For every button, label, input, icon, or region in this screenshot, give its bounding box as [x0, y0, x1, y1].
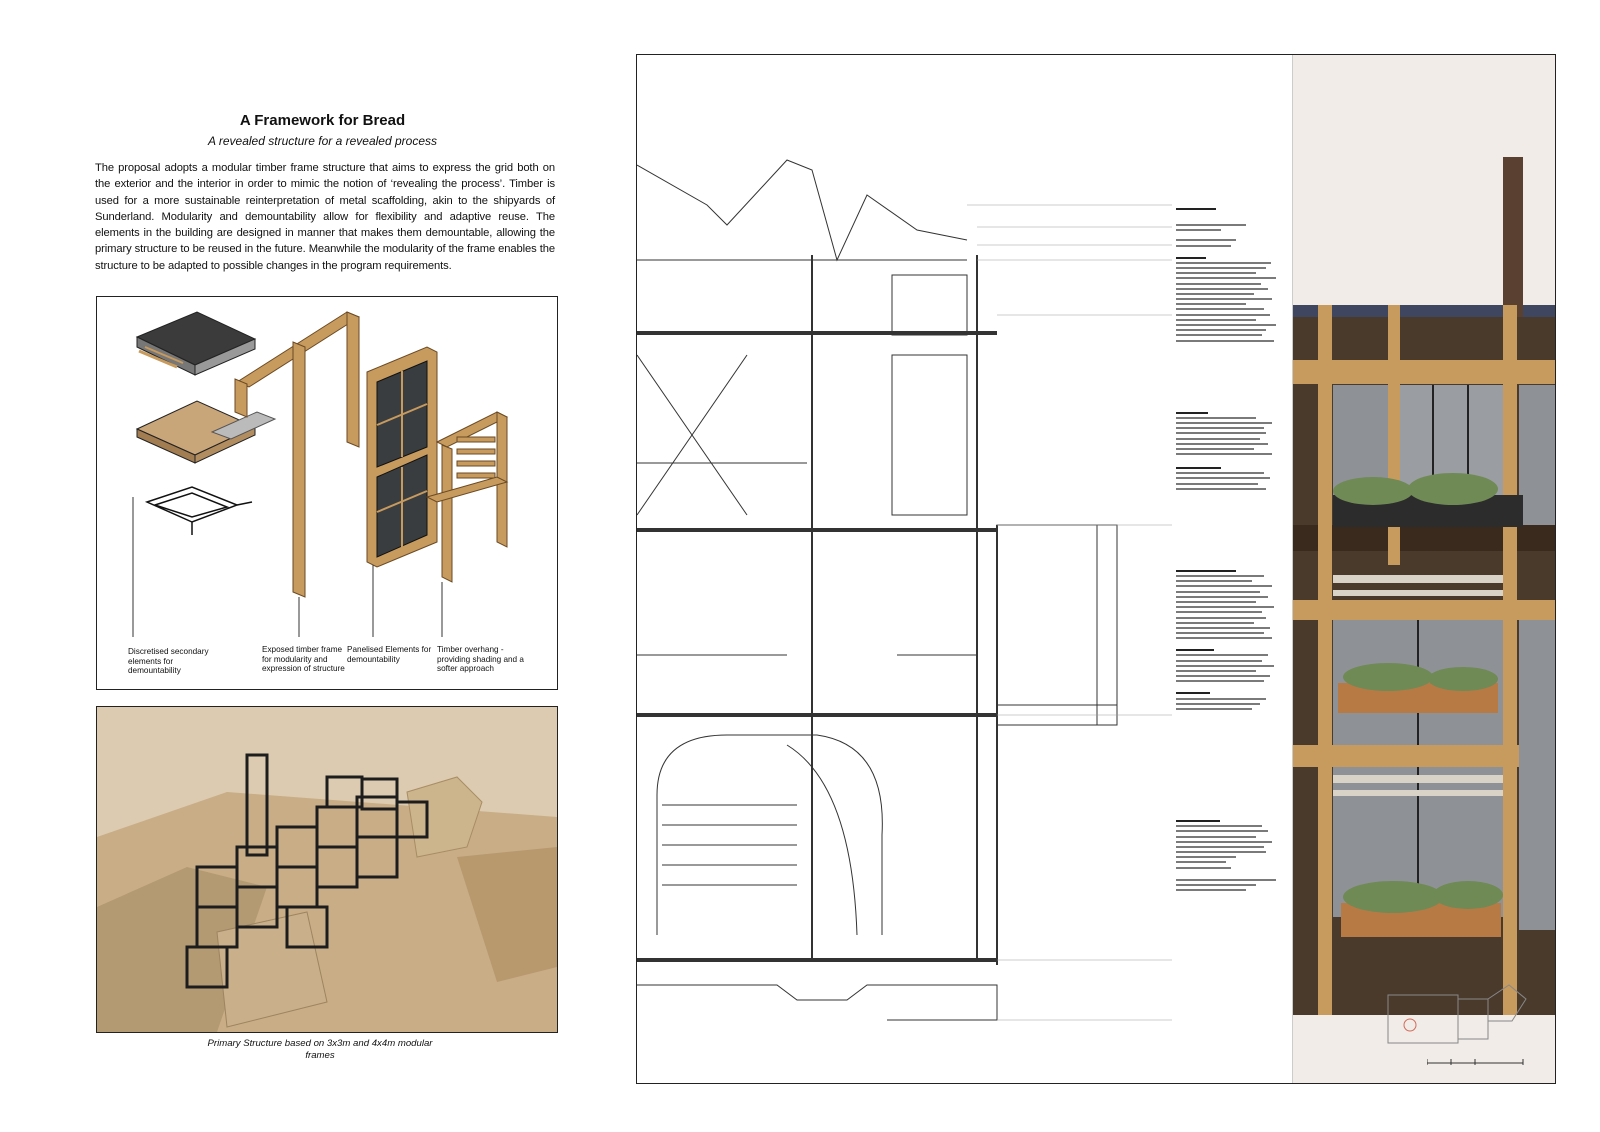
- page-title: A Framework for Bread: [239, 112, 406, 129]
- model-photo: [97, 707, 557, 1032]
- panelised-facade-element: [367, 347, 437, 567]
- callout-secondary-elements: Discretised secondary elements for demountability: [128, 647, 209, 676]
- scale-bar: [1427, 1057, 1527, 1067]
- roof-cassette: [137, 312, 255, 375]
- spec-notes-column: [1176, 205, 1286, 894]
- floor-cassette: [137, 401, 275, 463]
- secondary-element: [147, 487, 252, 535]
- exploded-axonometric-drawing: [97, 297, 557, 689]
- exploded-axonometric-panel: [96, 296, 558, 690]
- callout-timber-frame: Exposed timber frame for modularity and expression of structure: [262, 645, 345, 674]
- key-plan: [1384, 981, 1534, 1051]
- callout-panelised-elements: Panelised Elements for demountability: [347, 645, 432, 664]
- timber-overhang-frame: [427, 412, 507, 582]
- section-linework: [637, 160, 1117, 1020]
- page-subtitle: A revealed structure for a revealed process: [207, 134, 437, 148]
- model-photo-caption: Primary Structure based on 3x3m and 4x4m modular frames: [207, 1038, 433, 1061]
- facade-elevation-drawing: [1293, 55, 1556, 1083]
- section-elevation-panel: [636, 54, 1556, 1084]
- timber-portal-frame: [235, 312, 359, 597]
- model-photo-panel: [96, 706, 558, 1033]
- facade-elevation: [1292, 55, 1556, 1083]
- callout-timber-overhang: Timber overhang - providing shading and a softer approach: [437, 645, 524, 674]
- intro-paragraph: The proposal adopts a modular timber frame structure that aims to express the grid both on the exterior and the interior in order to mimic the notion of ‘revealing the process’. Timber is used for a more sustainable reinterpretation of metal scaffolding, akin to the shipyards of Sunderland. Modularity and demountability allow for flexibility and adaptive reuse. The elements in the building are designed in manner that makes them demountable, allowing the primary structure to be reused in the future. Meanwhile the modularity of the frame enables the structure to be adapted to possible changes in the program requirements.: [95, 162, 555, 272]
